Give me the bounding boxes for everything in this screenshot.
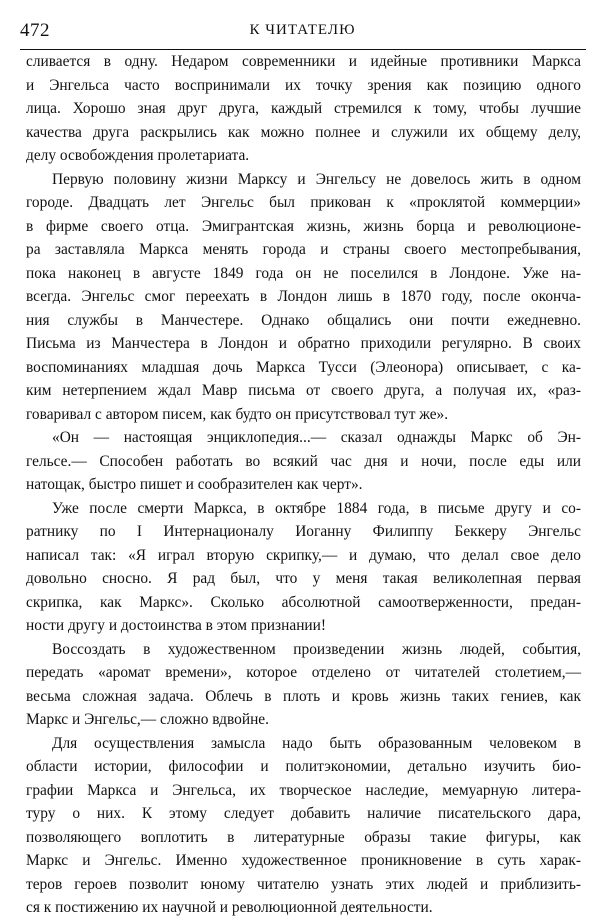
text-line: городе. Двадцать лет Энгельс был прикован к «проклятой коммерции» [26,194,581,211]
text-line: теров героев позволит юному читателю узнать этих людей и приблизить- [26,875,581,893]
text-line: Маркс и Энгельс. Именно художественное проникновение в суть харак- [26,852,581,869]
paragraph-5 [26,638,581,732]
text-line: довольно сносно. Я рад был, что у меня такая великолепная первая [26,570,581,587]
text-line: пока наконец в августе 1849 года он не поселился в Лондоне. Уже на- [26,264,581,282]
text-line: ся к постижению их научной и революционной деятельности. [26,899,433,916]
text-line: и Энгельса часто воспринимали их точку зрения как позицию одного [26,76,581,94]
text-line: всегда. Энгельс смог переехать в Лондон лишь в 1870 году, после оконча- [26,288,581,305]
text-line: передать «аромат времени», которое отделено от читателей столетием,— [26,664,581,681]
page-header [20,18,585,48]
text-line: качества друга раскрылись как можно полнее и служили их общему делу, [26,123,581,141]
text-line: Первую половину жизни Марксу и Энгельсу не довелось жить в одном [52,170,581,188]
text-line: весьма сложная задача. Облечь в плоть и кровь жизнь таких гениев, как [26,687,581,705]
text-line: сливается в одну. Недаром современники и идейные противники Маркса [26,53,581,70]
text-line: графии Маркса и Энгельса, их творческое наследие, мемуарную литера- [26,781,581,799]
text-line: Воссоздать в художественном произведении жизнь людей, события, [52,640,581,658]
paragraph-3 [26,426,581,497]
text-line: Для осуществления замысла надо быть образованным человеком в [52,734,581,752]
text-line: скрипка, как Маркс». Сколько абсолютной самоотверженности, предан- [26,593,581,611]
paragraph-2 [26,168,581,427]
text-line: Маркс и Энгельс,— сложно вдвойне. [26,711,269,728]
text-line: ра заставляла Маркса менять города и страны своего местопребывания, [26,241,581,258]
text-line: лица. Хорошо зная друг друга, каждый стремился к тому, чтобы лучшие [26,100,581,117]
text-line: ким нетерпением ждал Мавр письма от своего друга, а получая их, «раз- [26,382,581,399]
page-number: 472 [20,20,50,41]
text-line: ности другу и достоинства в этом признании! [26,617,327,634]
text-line: Уже после смерти Маркса, в октябре 1884 года, в письме другу и со- [52,499,581,517]
text-line: «Он — настоящая энциклопедия...— сказал однажды Маркс об Эн- [52,429,581,446]
paragraph-4 [26,497,581,638]
paragraph-1 [26,50,581,168]
text-line: натощак, быстро пишет и сообразителен как черт». [26,476,363,493]
text-line: в фирме своего отца. Эмигрантская жизнь, жизнь борца и революционе- [26,217,581,235]
text-line: делу освобождения пролетариата. [26,147,250,164]
text-line: говаривал с автором писем, как будто он присутствовал тут же». [26,405,449,423]
body-text [26,50,581,920]
text-line: Письма из Манчестера в Лондон и обратно приходили регулярно. В своих [26,335,581,352]
text-line: гельсе.— Способен работать во всякий час дня и ночи, после еды или [26,452,581,470]
text-line: позволяющего воплотить в литературные образы такие фигуры, как [26,828,581,846]
paragraph-6 [26,732,581,920]
text-line: ратнику по I Интернационалу Иоганну Филиппу Беккеру Энгельс [26,523,581,540]
text-line: написал так: «Я играл вторую скрипку,— и думаю, что делал свое дело [26,546,581,564]
running-title: К ЧИТАТЕЛЮ [249,22,356,38]
text-line: воспоминаниях младшая дочь Маркса Тусси (Элеонора) описывает, с ка- [26,358,581,376]
text-line: области истории, философии и политэкономии, детально изучить био- [26,758,581,775]
text-line: туру о них. К этому следует добавить наличие писательского дара, [26,805,581,822]
text-line: ния службы в Манчестере. Однако общались они почти ежедневно. [26,311,581,329]
